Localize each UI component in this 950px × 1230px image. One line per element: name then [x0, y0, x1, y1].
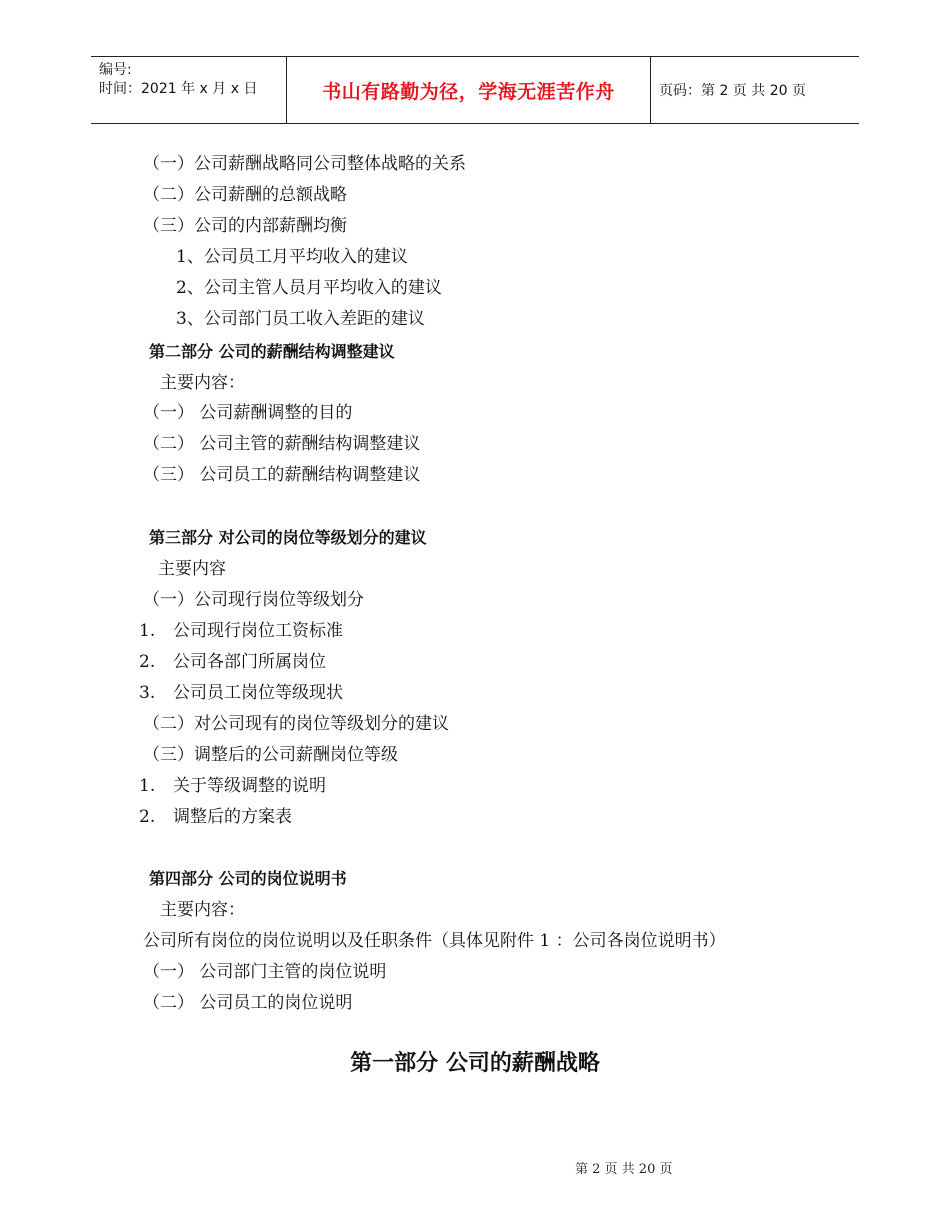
outline-item: （三）公司的内部薪酬均衡	[143, 216, 347, 236]
outline-item: （一） 公司部门主管的岗位说明	[143, 962, 387, 982]
header-page-number: 页码：第 2 页 共 20 页	[659, 83, 806, 99]
outline-subitem: 3、公司部门员工收入差距的建议	[176, 309, 425, 329]
item-number: 2.	[139, 652, 156, 672]
outline-item: （三）调整后的公司薪酬岗位等级	[143, 745, 398, 765]
part-intro: 主要内容：	[160, 373, 245, 393]
item-text: 公司员工岗位等级现状	[173, 683, 343, 703]
item-number: 1.	[139, 776, 156, 796]
outline-item: （二）对公司现有的岗位等级划分的建议	[143, 714, 449, 734]
outline-subitem: 1、公司员工月平均收入的建议	[176, 247, 408, 267]
item-number: 2.	[139, 807, 156, 827]
serial-label: 编号:	[99, 62, 132, 78]
section-title: 第一部分 公司的薪酬战略	[350, 1051, 600, 1076]
item-number: 1.	[139, 621, 156, 641]
part-heading: 第三部分 对公司的岗位等级划分的建议	[149, 528, 427, 547]
page-footer: 第 2 页 共 20 页	[575, 1162, 673, 1177]
part-description: 公司所有岗位的岗位说明以及任职条件（具体见附件 1 ：公司各岗位说明书）	[143, 931, 726, 951]
outline-item: （一）公司薪酬战略同公司整体战略的关系	[143, 154, 466, 174]
header-page-cell	[650, 57, 859, 123]
part-intro: 主要内容	[158, 559, 226, 579]
part-heading: 第二部分 公司的薪酬结构调整建议	[149, 342, 395, 361]
outline-item: （二）公司薪酬的总额战略	[143, 185, 347, 205]
item-number: 3.	[139, 683, 156, 703]
header-motto: 书山有路勤为径，学海无涯苦作舟	[322, 81, 615, 103]
numbered-item	[139, 682, 343, 704]
outline-subitem: 2、公司主管人员月平均收入的建议	[176, 278, 442, 298]
outline-item: （二） 公司员工的岗位说明	[143, 993, 353, 1013]
part-heading: 第四部分 公司的岗位说明书	[149, 869, 347, 888]
outline-item: （二） 公司主管的薪酬结构调整建议	[143, 434, 421, 454]
item-text: 公司各部门所属岗位	[173, 652, 326, 672]
header-meta-cell	[91, 57, 286, 123]
outline-item: （一）公司现行岗位等级划分	[143, 590, 364, 610]
item-text: 调整后的方案表	[173, 807, 292, 827]
time-label: 时间：2021 年 x 月 x 日	[99, 81, 258, 97]
numbered-item	[139, 806, 292, 828]
numbered-item	[139, 620, 343, 642]
outline-item: （三） 公司员工的薪酬结构调整建议	[143, 465, 421, 485]
item-text: 公司现行岗位工资标准	[173, 621, 343, 641]
header-motto-cell	[286, 57, 651, 123]
outline-item: （一） 公司薪酬调整的目的	[143, 403, 353, 423]
part-intro: 主要内容：	[160, 900, 245, 920]
item-text: 关于等级调整的说明	[173, 776, 326, 796]
numbered-item	[139, 775, 326, 797]
numbered-item	[139, 651, 326, 673]
document-header	[91, 56, 859, 124]
